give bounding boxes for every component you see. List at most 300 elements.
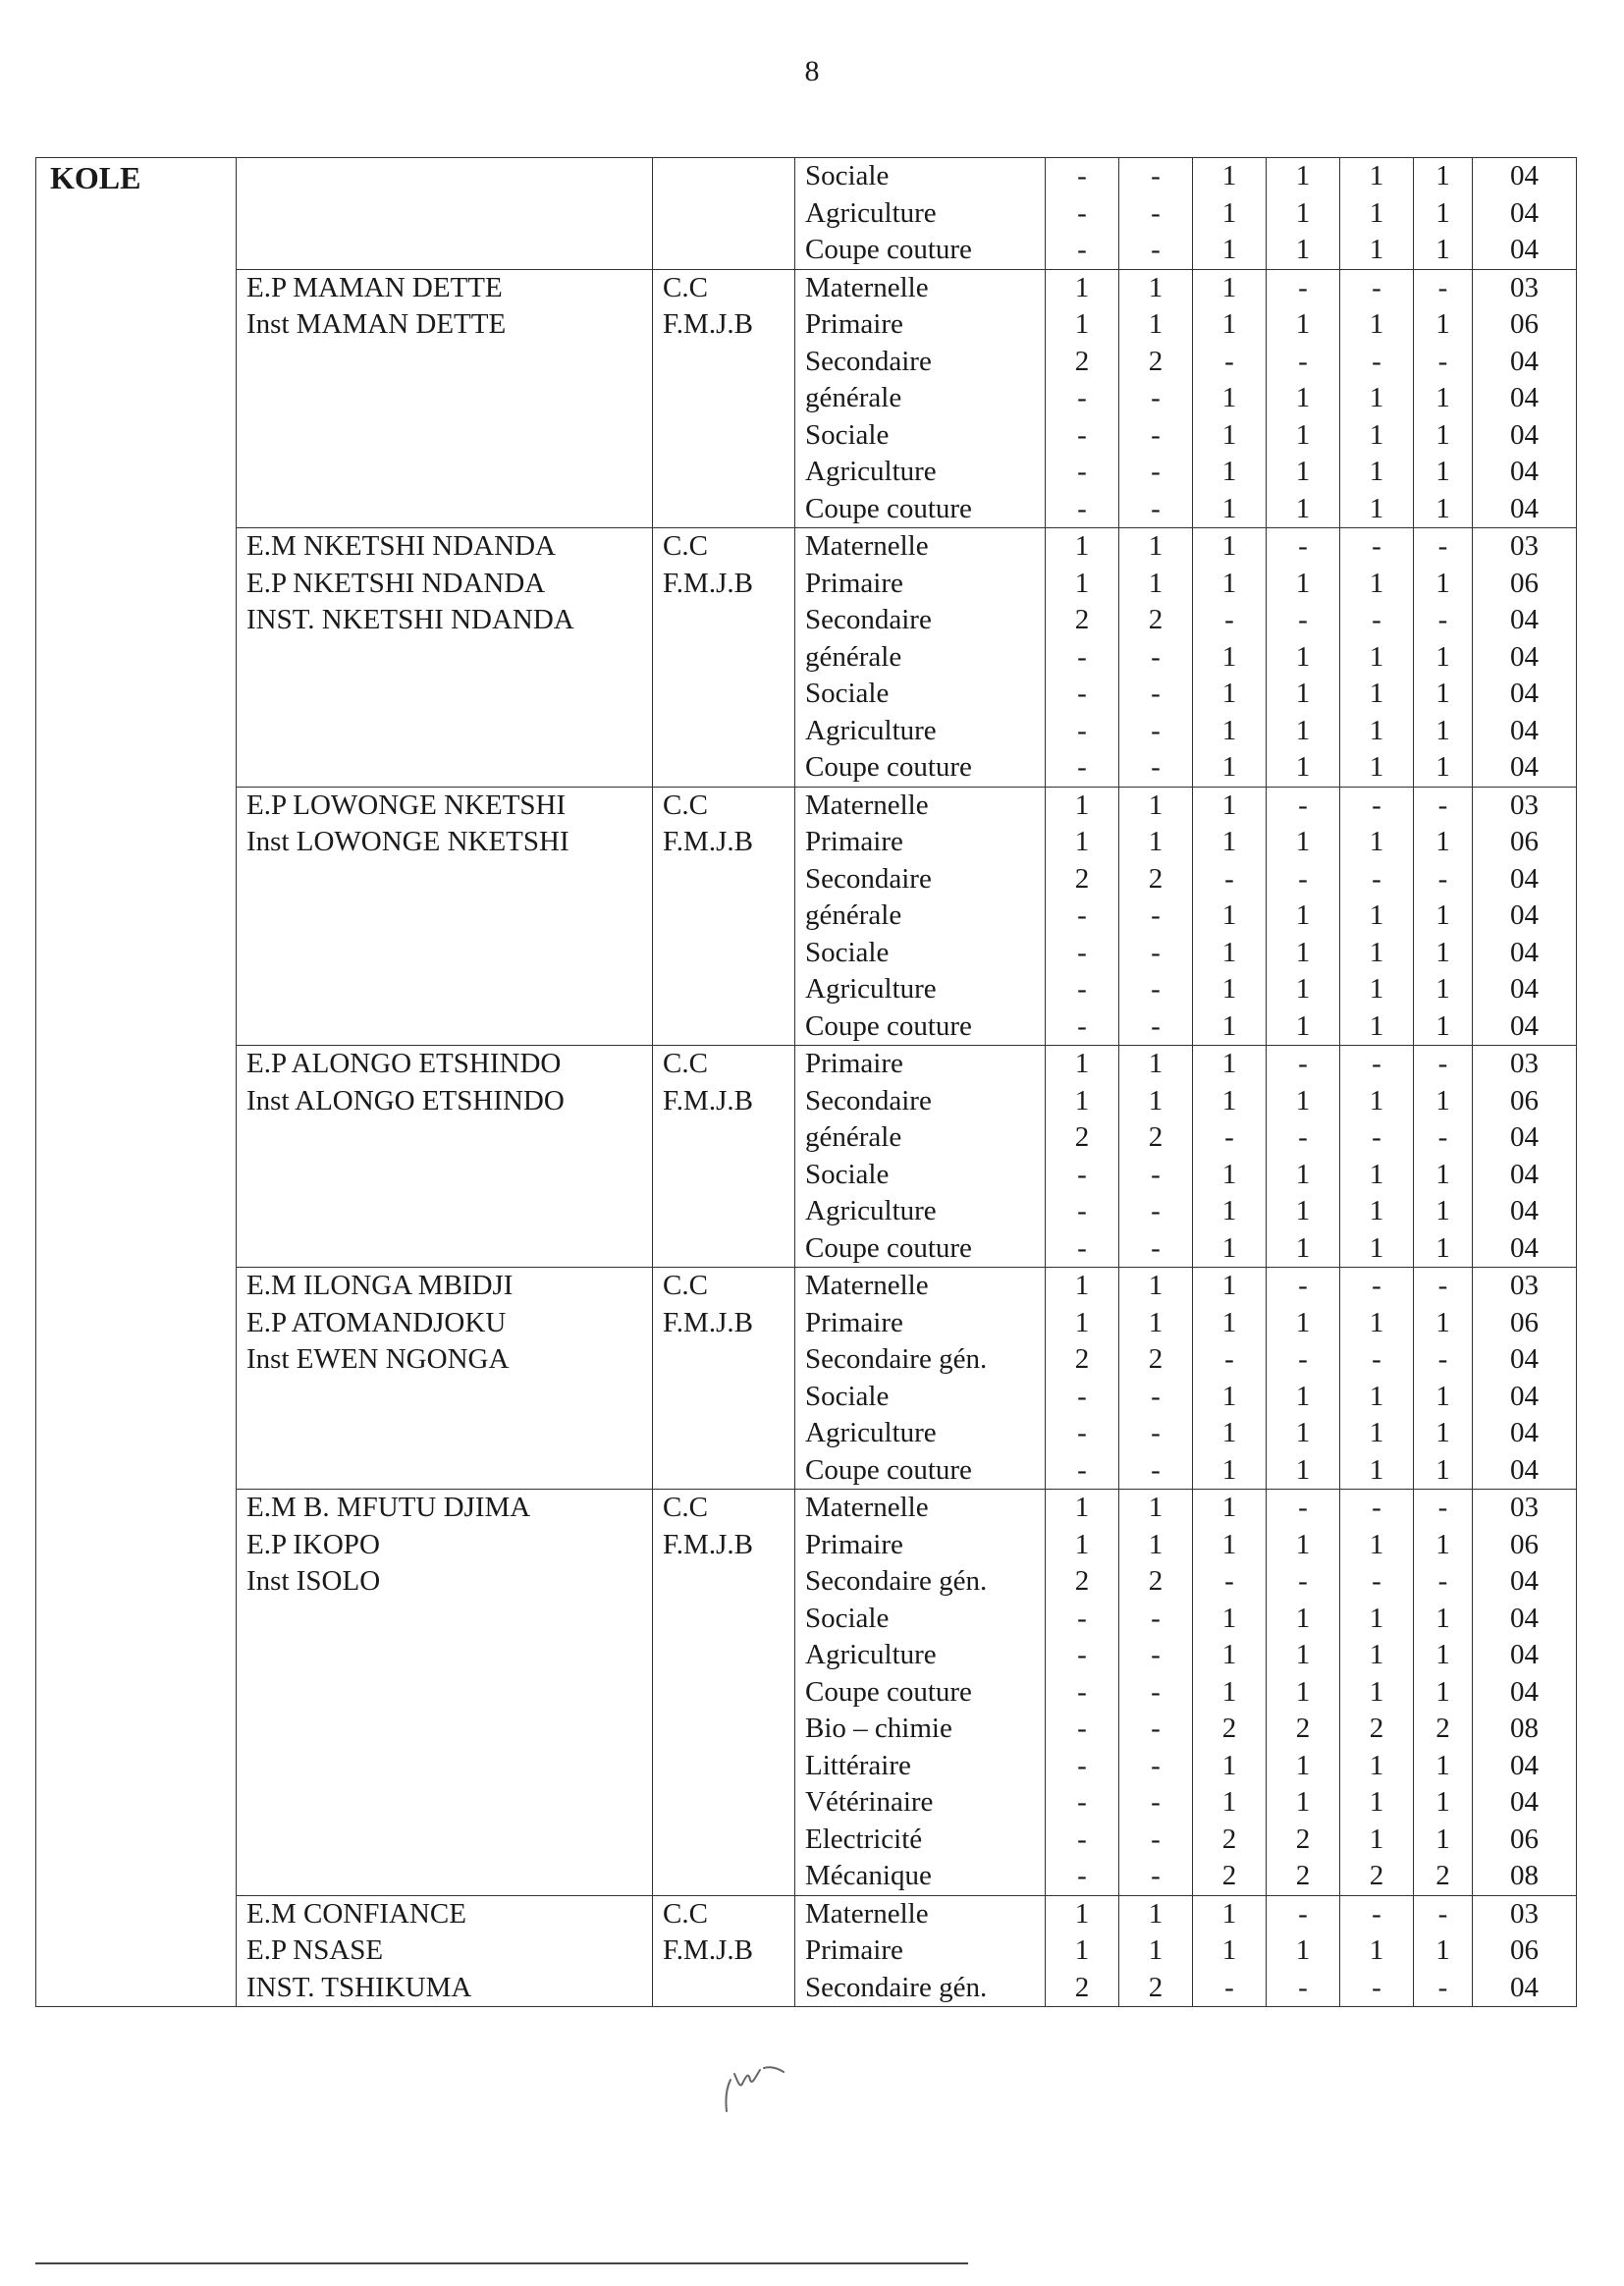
count-value: 2 bbox=[1148, 1343, 1164, 1375]
count-value: 04 bbox=[1510, 973, 1539, 1005]
count-value: 1 bbox=[1435, 160, 1450, 191]
count-value: 1 bbox=[1435, 1602, 1450, 1634]
col-c-cell bbox=[1193, 528, 1267, 788]
count-value: 1 bbox=[1369, 1158, 1384, 1190]
signature bbox=[713, 2054, 831, 2133]
count-value: 2 bbox=[1074, 1343, 1090, 1375]
count-value: - bbox=[1077, 714, 1087, 746]
count-value: - bbox=[1437, 1343, 1448, 1375]
count-value: 1 bbox=[1074, 271, 1090, 303]
count-value: 1 bbox=[1435, 234, 1450, 265]
count-value: 1 bbox=[1369, 640, 1384, 673]
col-d-cell bbox=[1267, 528, 1340, 788]
count-value: 1 bbox=[1148, 1084, 1164, 1116]
col-c-cell bbox=[1193, 1490, 1267, 1896]
count-value: 1 bbox=[1221, 492, 1237, 524]
count-value: 04 bbox=[1510, 1380, 1539, 1412]
count-value: 04 bbox=[1510, 1675, 1539, 1708]
count-value: - bbox=[1077, 1860, 1087, 1891]
col-d-cell bbox=[1267, 1895, 1340, 2007]
count-value: - bbox=[1151, 899, 1161, 931]
group-row bbox=[36, 1490, 1577, 1896]
count-value: - bbox=[1151, 1231, 1161, 1264]
col-c-cell bbox=[1193, 269, 1267, 528]
count-value: - bbox=[1151, 1602, 1161, 1634]
col-a-cell bbox=[1046, 1490, 1119, 1896]
count-value: 1 bbox=[1295, 1306, 1311, 1338]
col-d-cell bbox=[1267, 1046, 1340, 1268]
count-value: 2 bbox=[1295, 1823, 1311, 1855]
count-value: 1 bbox=[1148, 1270, 1164, 1301]
count-value: - bbox=[1151, 456, 1161, 487]
count-value: - bbox=[1151, 382, 1161, 413]
section-name: Littéraire bbox=[805, 1749, 911, 1781]
count-value: 1 bbox=[1369, 1380, 1384, 1412]
count-value: 1 bbox=[1074, 1492, 1090, 1523]
count-value: 1 bbox=[1221, 714, 1237, 746]
count-value: 1 bbox=[1295, 567, 1311, 599]
count-value: 1 bbox=[1369, 1453, 1384, 1486]
count-value: 06 bbox=[1510, 1306, 1539, 1338]
schools-cell bbox=[237, 1490, 653, 1896]
section-name: Secondaire bbox=[805, 345, 932, 377]
count-value: 1 bbox=[1221, 1158, 1237, 1190]
school-name: E.P NKETSHI NDANDA bbox=[246, 567, 546, 599]
col-a-cell bbox=[1046, 1895, 1119, 2007]
count-value: - bbox=[1437, 1897, 1448, 1930]
count-value: 04 bbox=[1510, 640, 1539, 673]
status-cell bbox=[653, 528, 795, 788]
section-name: Agriculture bbox=[805, 1639, 937, 1670]
count-value: - bbox=[1077, 640, 1087, 673]
count-value: - bbox=[1224, 1565, 1234, 1597]
count-value: 1 bbox=[1221, 936, 1237, 968]
col-e-cell bbox=[1340, 1046, 1414, 1268]
count-value: 1 bbox=[1369, 1306, 1384, 1338]
count-value: 1 bbox=[1148, 567, 1164, 599]
schools-cell bbox=[237, 528, 653, 788]
school-name: E.M CONFIANCE bbox=[246, 1897, 466, 1930]
count-value: 1 bbox=[1435, 1195, 1450, 1226]
count-value: 1 bbox=[1369, 1195, 1384, 1226]
count-value: 1 bbox=[1148, 1528, 1164, 1560]
count-value: 1 bbox=[1221, 789, 1237, 821]
count-value: 1 bbox=[1369, 936, 1384, 968]
status-code: C.C bbox=[663, 1048, 708, 1079]
section-name: Primaire bbox=[805, 567, 903, 599]
section-name: Coupe couture bbox=[805, 1009, 972, 1042]
count-value: 1 bbox=[1435, 418, 1450, 451]
section-name: Agriculture bbox=[805, 1195, 937, 1226]
section-name: Maternelle bbox=[805, 1492, 929, 1523]
status-cell bbox=[653, 1268, 795, 1490]
count-value: - bbox=[1077, 1380, 1087, 1412]
count-value: 1 bbox=[1435, 196, 1450, 229]
count-value: 1 bbox=[1295, 640, 1311, 673]
count-value: 1 bbox=[1369, 1639, 1384, 1670]
status-code: C.C bbox=[663, 271, 708, 303]
count-value: - bbox=[1298, 345, 1308, 377]
status-code: C.C bbox=[663, 1897, 708, 1930]
count-value: 1 bbox=[1295, 936, 1311, 968]
count-value: 06 bbox=[1510, 1528, 1539, 1560]
count-value: 1 bbox=[1369, 678, 1384, 709]
count-value: 1 bbox=[1221, 1786, 1237, 1818]
count-value: 1 bbox=[1369, 1934, 1384, 1966]
count-value: 1 bbox=[1295, 1675, 1311, 1708]
count-value: - bbox=[1151, 1786, 1161, 1818]
section-name: Agriculture bbox=[805, 456, 937, 487]
count-value: 04 bbox=[1510, 345, 1539, 377]
count-value: - bbox=[1298, 271, 1308, 303]
count-value: 1 bbox=[1148, 308, 1164, 340]
count-value: 1 bbox=[1221, 1380, 1237, 1412]
count-value: 1 bbox=[1295, 492, 1311, 524]
count-value: 1 bbox=[1435, 456, 1450, 487]
count-value: - bbox=[1224, 1971, 1234, 2003]
count-value: - bbox=[1077, 1231, 1087, 1264]
count-value: - bbox=[1151, 1639, 1161, 1670]
count-value: - bbox=[1151, 196, 1161, 229]
col-c-cell bbox=[1193, 1046, 1267, 1268]
count-value: - bbox=[1298, 1971, 1308, 2003]
count-value: 1 bbox=[1221, 1009, 1237, 1042]
section-name: Coupe couture bbox=[805, 1453, 972, 1486]
status-code: F.M.J.B bbox=[663, 1934, 753, 1966]
section-name: Primaire bbox=[805, 1048, 903, 1079]
count-value: 2 bbox=[1074, 1565, 1090, 1597]
school-name: INST. NKETSHI NDANDA bbox=[246, 604, 574, 635]
count-value: 2 bbox=[1369, 1860, 1384, 1891]
schools-cell bbox=[237, 158, 653, 270]
count-value: 06 bbox=[1510, 308, 1539, 340]
count-value: 1 bbox=[1295, 678, 1311, 709]
count-value: 2 bbox=[1295, 1713, 1311, 1744]
count-value: 2 bbox=[1369, 1713, 1384, 1744]
count-value: 1 bbox=[1369, 1528, 1384, 1560]
col-b-cell bbox=[1119, 787, 1193, 1046]
count-value: 1 bbox=[1148, 1897, 1164, 1930]
col-f-cell bbox=[1414, 787, 1473, 1046]
section-name: Secondaire gén. bbox=[805, 1565, 988, 1597]
count-value: 2 bbox=[1148, 345, 1164, 377]
count-value: - bbox=[1298, 789, 1308, 821]
count-value: - bbox=[1151, 1158, 1161, 1190]
count-value: - bbox=[1077, 1195, 1087, 1226]
count-value: 1 bbox=[1369, 1231, 1384, 1264]
count-value: 1 bbox=[1435, 826, 1450, 857]
count-value: - bbox=[1077, 1158, 1087, 1190]
group-row bbox=[36, 1895, 1577, 2007]
count-value: 1 bbox=[1435, 1084, 1450, 1116]
count-value: - bbox=[1437, 1971, 1448, 2003]
count-value: 1 bbox=[1221, 308, 1237, 340]
count-value: 04 bbox=[1510, 678, 1539, 709]
section-name: Coupe couture bbox=[805, 751, 972, 783]
col-a-cell bbox=[1046, 158, 1119, 270]
count-value: 1 bbox=[1074, 789, 1090, 821]
count-value: 04 bbox=[1510, 751, 1539, 783]
count-value: 1 bbox=[1435, 751, 1450, 783]
count-value: - bbox=[1151, 640, 1161, 673]
count-value: 1 bbox=[1221, 1897, 1237, 1930]
count-value: 03 bbox=[1510, 789, 1539, 821]
status-code: F.M.J.B bbox=[663, 1306, 753, 1338]
count-value: 2 bbox=[1221, 1860, 1237, 1891]
section-name: générale bbox=[805, 899, 902, 931]
status-code: C.C bbox=[663, 789, 708, 821]
count-value: 2 bbox=[1074, 345, 1090, 377]
section-label-cell bbox=[795, 1046, 1046, 1268]
count-value: 06 bbox=[1510, 1823, 1539, 1855]
count-value: - bbox=[1437, 1270, 1448, 1301]
section-label-cell bbox=[795, 1268, 1046, 1490]
count-value: 1 bbox=[1295, 234, 1311, 265]
section-name: Primaire bbox=[805, 1934, 903, 1966]
status-code: F.M.J.B bbox=[663, 826, 753, 857]
count-value: - bbox=[1224, 1343, 1234, 1375]
school-name: INST. TSHIKUMA bbox=[246, 1971, 472, 2003]
count-value: 1 bbox=[1221, 1602, 1237, 1634]
count-value: 1 bbox=[1369, 1749, 1384, 1781]
count-value: 1 bbox=[1074, 1897, 1090, 1930]
count-value: - bbox=[1077, 1713, 1087, 1744]
count-value: 1 bbox=[1295, 1749, 1311, 1781]
section-name: Sociale bbox=[805, 1602, 890, 1634]
count-value: 03 bbox=[1510, 1270, 1539, 1301]
count-value: 1 bbox=[1295, 1639, 1311, 1670]
section-name: générale bbox=[805, 640, 902, 673]
count-value: 1 bbox=[1221, 1048, 1237, 1079]
count-value: 1 bbox=[1295, 1380, 1311, 1412]
col-a-cell bbox=[1046, 1046, 1119, 1268]
count-value: 1 bbox=[1435, 973, 1450, 1005]
count-value: 04 bbox=[1510, 1417, 1539, 1448]
count-value: 1 bbox=[1369, 899, 1384, 931]
count-value: 1 bbox=[1221, 1675, 1237, 1708]
count-value: 1 bbox=[1221, 1270, 1237, 1301]
group-row bbox=[36, 269, 1577, 528]
col-c-cell bbox=[1193, 1895, 1267, 2007]
section-name: Agriculture bbox=[805, 1417, 937, 1448]
section-name: Secondaire bbox=[805, 1084, 932, 1116]
col-total-cell bbox=[1473, 158, 1577, 270]
count-value: 1 bbox=[1435, 1528, 1450, 1560]
count-value: 1 bbox=[1148, 271, 1164, 303]
section-name: Primaire bbox=[805, 1528, 903, 1560]
count-value: 06 bbox=[1510, 1084, 1539, 1116]
col-a-cell bbox=[1046, 528, 1119, 788]
count-value: 1 bbox=[1369, 308, 1384, 340]
count-value: 1 bbox=[1221, 751, 1237, 783]
count-value: - bbox=[1437, 1492, 1448, 1523]
col-c-cell bbox=[1193, 158, 1267, 270]
col-e-cell bbox=[1340, 1268, 1414, 1490]
count-value: - bbox=[1151, 492, 1161, 524]
count-value: 1 bbox=[1148, 1048, 1164, 1079]
count-value: - bbox=[1077, 973, 1087, 1005]
count-value: - bbox=[1151, 973, 1161, 1005]
region-cell: KOLE bbox=[36, 158, 237, 2007]
count-value: 1 bbox=[1221, 382, 1237, 413]
status-code: F.M.J.B bbox=[663, 567, 753, 599]
count-value: 1 bbox=[1435, 1009, 1450, 1042]
col-e-cell bbox=[1340, 528, 1414, 788]
count-value: 2 bbox=[1148, 1565, 1164, 1597]
count-value: - bbox=[1077, 1823, 1087, 1855]
count-value: 1 bbox=[1074, 1270, 1090, 1301]
count-value: 03 bbox=[1510, 530, 1539, 562]
count-value: 1 bbox=[1221, 1934, 1237, 1966]
school-name: E.P MAMAN DETTE bbox=[246, 271, 503, 303]
group-row bbox=[36, 1268, 1577, 1490]
count-value: 03 bbox=[1510, 271, 1539, 303]
count-value: 1 bbox=[1221, 196, 1237, 229]
col-a-cell bbox=[1046, 1268, 1119, 1490]
schools-cell bbox=[237, 787, 653, 1046]
school-name: E.P NSASE bbox=[246, 1934, 384, 1966]
count-value: 1 bbox=[1435, 382, 1450, 413]
count-value: 1 bbox=[1435, 936, 1450, 968]
section-name: Sociale bbox=[805, 1380, 890, 1412]
count-value: - bbox=[1151, 1417, 1161, 1448]
school-name: E.M B. MFUTU DJIMA bbox=[246, 1492, 531, 1523]
count-value: 1 bbox=[1221, 1417, 1237, 1448]
count-value: - bbox=[1151, 160, 1161, 191]
status-code: C.C bbox=[663, 1492, 708, 1523]
status-cell bbox=[653, 158, 795, 270]
count-value: - bbox=[1151, 1713, 1161, 1744]
count-value: 2 bbox=[1221, 1823, 1237, 1855]
count-value: - bbox=[1298, 1565, 1308, 1597]
count-value: - bbox=[1372, 1121, 1381, 1153]
count-value: - bbox=[1151, 418, 1161, 451]
count-value: 1 bbox=[1295, 308, 1311, 340]
count-value: - bbox=[1437, 1121, 1448, 1153]
count-value: - bbox=[1437, 862, 1448, 895]
count-value: - bbox=[1151, 1675, 1161, 1708]
count-value: 1 bbox=[1435, 567, 1450, 599]
group-row bbox=[36, 158, 1577, 270]
count-value: 1 bbox=[1074, 567, 1090, 599]
count-value: 1 bbox=[1221, 1528, 1237, 1560]
school-name: Inst MAMAN DETTE bbox=[246, 308, 507, 340]
col-d-cell bbox=[1267, 787, 1340, 1046]
count-value: - bbox=[1298, 1492, 1308, 1523]
count-value: 1 bbox=[1435, 1306, 1450, 1338]
section-name: Sociale bbox=[805, 1158, 890, 1190]
col-e-cell bbox=[1340, 158, 1414, 270]
count-value: 1 bbox=[1221, 1453, 1237, 1486]
count-value: 1 bbox=[1369, 1084, 1384, 1116]
count-value: 2 bbox=[1148, 1121, 1164, 1153]
col-total-cell bbox=[1473, 787, 1577, 1046]
section-label-cell bbox=[795, 1895, 1046, 2007]
section-name: Sociale bbox=[805, 678, 890, 709]
count-value: 2 bbox=[1295, 1860, 1311, 1891]
section-name: Secondaire gén. bbox=[805, 1971, 988, 2003]
count-value: 04 bbox=[1510, 862, 1539, 895]
col-f-cell bbox=[1414, 158, 1473, 270]
col-b-cell bbox=[1119, 1268, 1193, 1490]
status-code: F.M.J.B bbox=[663, 1084, 753, 1116]
count-value: 1 bbox=[1369, 1009, 1384, 1042]
count-value: - bbox=[1298, 1897, 1308, 1930]
school-name: Inst ALONGO ETSHINDO bbox=[246, 1084, 565, 1116]
count-value: 04 bbox=[1510, 1786, 1539, 1818]
school-name: E.M NKETSHI NDANDA bbox=[246, 530, 556, 562]
count-value: - bbox=[1077, 1639, 1087, 1670]
section-name: Coupe couture bbox=[805, 492, 972, 524]
count-value: 1 bbox=[1369, 826, 1384, 857]
count-value: - bbox=[1151, 234, 1161, 265]
count-value: 1 bbox=[1295, 160, 1311, 191]
col-e-cell bbox=[1340, 1895, 1414, 2007]
count-value: 2 bbox=[1074, 604, 1090, 635]
count-value: 1 bbox=[1148, 1306, 1164, 1338]
count-value: 1 bbox=[1074, 1084, 1090, 1116]
count-value: - bbox=[1077, 418, 1087, 451]
footer-rule bbox=[35, 2262, 968, 2264]
count-value: 2 bbox=[1221, 1713, 1237, 1744]
count-value: 1 bbox=[1369, 751, 1384, 783]
count-value: 1 bbox=[1221, 640, 1237, 673]
section-name: Sociale bbox=[805, 160, 890, 191]
count-value: - bbox=[1151, 1195, 1161, 1226]
count-value: 1 bbox=[1221, 826, 1237, 857]
count-value: 2 bbox=[1074, 862, 1090, 895]
count-value: 04 bbox=[1510, 160, 1539, 191]
count-value: 04 bbox=[1510, 1602, 1539, 1634]
count-value: 1 bbox=[1369, 492, 1384, 524]
count-value: 1 bbox=[1221, 418, 1237, 451]
col-total-cell bbox=[1473, 528, 1577, 788]
school-name: E.P IKOPO bbox=[246, 1528, 380, 1560]
count-value: 04 bbox=[1510, 382, 1539, 413]
count-value: 1 bbox=[1221, 1492, 1237, 1523]
count-value: 1 bbox=[1148, 1492, 1164, 1523]
count-value: 2 bbox=[1435, 1860, 1450, 1891]
count-value: - bbox=[1372, 1897, 1381, 1930]
count-value: - bbox=[1151, 1749, 1161, 1781]
count-value: 1 bbox=[1148, 530, 1164, 562]
count-value: 1 bbox=[1295, 899, 1311, 931]
count-value: 04 bbox=[1510, 1195, 1539, 1226]
section-name: Agriculture bbox=[805, 196, 937, 229]
count-value: 08 bbox=[1510, 1713, 1539, 1744]
count-value: 03 bbox=[1510, 1492, 1539, 1523]
count-value: 1 bbox=[1221, 1195, 1237, 1226]
count-value: 04 bbox=[1510, 1121, 1539, 1153]
count-value: - bbox=[1077, 382, 1087, 413]
count-value: 1 bbox=[1295, 1602, 1311, 1634]
count-value: - bbox=[1077, 1417, 1087, 1448]
count-value: 1 bbox=[1221, 160, 1237, 191]
page-number: 8 bbox=[804, 55, 820, 87]
col-d-cell bbox=[1267, 269, 1340, 528]
col-d-cell bbox=[1267, 1268, 1340, 1490]
count-value: - bbox=[1224, 1121, 1234, 1153]
schools-cell bbox=[237, 1046, 653, 1268]
count-value: 1 bbox=[1295, 1009, 1311, 1042]
count-value: 1 bbox=[1435, 492, 1450, 524]
count-value: - bbox=[1298, 862, 1308, 895]
col-f-cell bbox=[1414, 1895, 1473, 2007]
col-d-cell bbox=[1267, 158, 1340, 270]
count-value: - bbox=[1372, 604, 1381, 635]
count-value: 04 bbox=[1510, 1639, 1539, 1670]
count-value: 1 bbox=[1435, 714, 1450, 746]
